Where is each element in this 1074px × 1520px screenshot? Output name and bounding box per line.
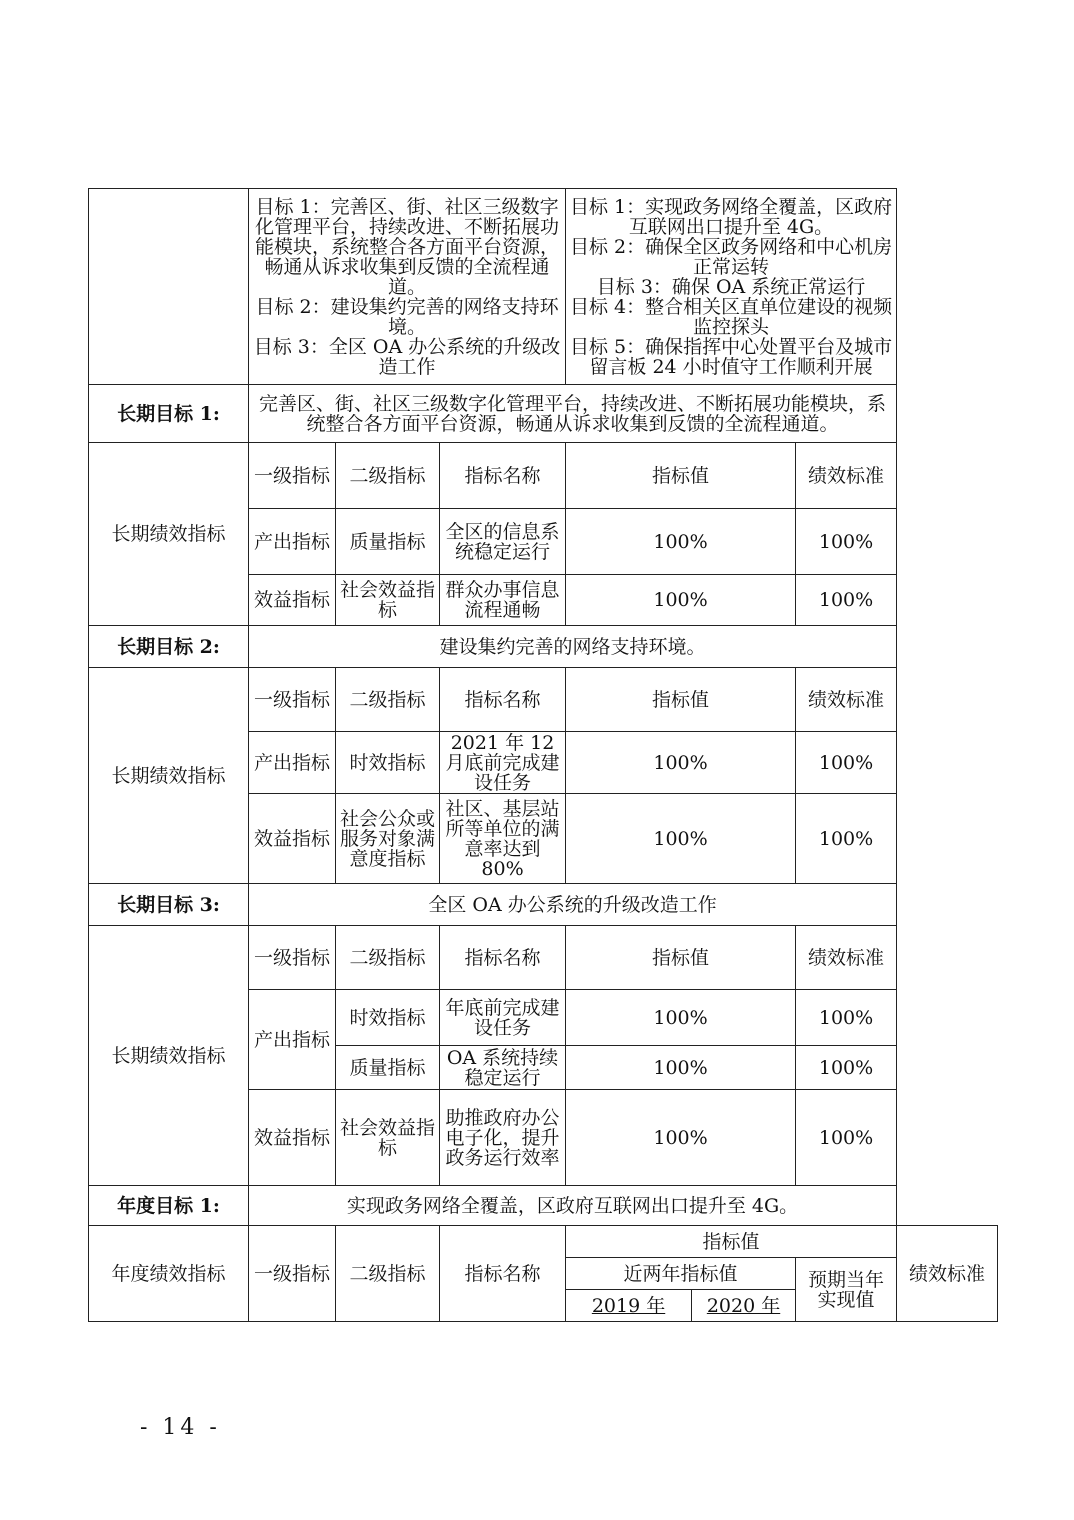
recent-two-years-header: 近两年指标值 [566,1258,796,1290]
level1-cell: 产出指标 [249,509,336,575]
level2-cell: 质量指标 [336,1046,440,1090]
header-level1: 一级指标 [249,926,336,990]
standard-cell: 100% [796,575,897,626]
level1-cell: 产出指标 [249,990,336,1090]
annual-objective-1: 目标 1：实现政务网络全覆盖，区政府互联网出口提升至 4G。 [569,195,893,238]
header-standard: 绩效标准 [796,926,897,990]
annual-objective-5: 目标 5：确保指挥中心处置平台及城市留言板 24 小时值守工作顺利开展 [569,335,893,378]
indicator-name-cell: 全区的信息系统稳定运行 [440,509,566,575]
header-level2: 二级指标 [336,668,440,732]
goal-label: 长期目标 3: [89,884,249,926]
level2-cell: 社会公众或服务对象满意度指标 [336,794,440,884]
header-level2: 二级指标 [336,443,440,509]
goal-text: 全区 OA 办公系统的升级改造工作 [249,884,897,926]
annual-goal-text: 实现政务网络全覆盖，区政府互联网出口提升至 4G。 [249,1186,897,1226]
header-level2: 二级指标 [336,1226,440,1322]
long-term-indicator-label: 长期绩效指标 [89,668,249,884]
header-level1: 一级指标 [249,443,336,509]
objectives-row [89,189,998,385]
standard-cell: 100% [796,1090,897,1186]
header-standard: 绩效标准 [796,443,897,509]
annual-goal-label: 年度目标 1: [89,1186,249,1226]
header-level1: 一级指标 [249,668,336,732]
level2-cell: 社会效益指标 [336,1090,440,1186]
goal-text: 建设集约完善的网络支持环境。 [249,626,897,668]
header-value: 指标值 [566,1226,897,1258]
header-standard: 绩效标准 [897,1226,998,1322]
header-value: 指标值 [566,443,796,509]
annual-objective-2: 目标 2：确保全区政务网络和中心机房正常运转 [569,235,893,278]
indicator-header-row [89,926,998,990]
level2-cell: 社会效益指标 [336,575,440,626]
page-number: - 14 - [140,1415,221,1440]
indicator-name-cell: 群众办事信息流程通畅 [440,575,566,626]
standard-cell: 100% [796,794,897,884]
standard-cell: 100% [796,509,897,575]
performance-table [88,188,998,1322]
indicator-name-cell: 2021 年 12 月底前完成建设任务 [440,732,566,794]
indicator-header-row [89,443,998,509]
long-term-indicator-label: 长期绩效指标 [89,926,249,1186]
indicator-value-cell: 100% [566,990,796,1046]
annual-objectives-cell [566,189,897,385]
header-name: 指标名称 [440,1226,566,1322]
year-2020-header: 2020 年 [692,1290,796,1322]
indicator-name-cell: 年底前完成建设任务 [440,990,566,1046]
indicator-value-cell: 100% [566,732,796,794]
long-term-objective-2: 目标 2：建设集约完善的网络支持环境。 [255,295,559,338]
header-value: 指标值 [566,668,796,732]
annual-header-row [89,1226,998,1258]
level1-cell: 产出指标 [249,732,336,794]
annual-indicator-label: 年度绩效指标 [89,1226,249,1322]
indicator-name-cell: OA 系统持续稳定运行 [440,1046,566,1090]
header-name: 指标名称 [440,926,566,990]
long-term-objectives-cell [249,189,566,385]
indicator-value-cell: 100% [566,1046,796,1090]
standard-cell: 100% [796,732,897,794]
year-2019-header: 2019 年 [566,1290,692,1322]
long-term-objective-3: 目标 3：全区 OA 办公系统的升级改造工作 [253,335,561,378]
long-term-indicator-label: 长期绩效指标 [89,443,249,626]
goal-row [89,626,998,668]
indicator-name-cell: 助推政府办公电子化，提升政务运行效率 [440,1090,566,1186]
goal-label: 长期目标 2: [89,626,249,668]
annual-goal-row [89,1186,998,1226]
header-standard: 绩效标准 [796,668,897,732]
level2-cell: 时效指标 [336,990,440,1046]
header-name: 指标名称 [440,668,566,732]
header-value: 指标值 [566,926,796,990]
indicator-value-cell: 100% [566,794,796,884]
annual-objective-3: 目标 3：确保 OA 系统正常运行 [596,275,866,298]
long-term-objective-1: 目标 1：完善区、街、社区三级数字化管理平台，持续改进、不断拓展功能模块，系统整合各方面平台资源，畅通从诉求收集到反馈的全流程通道。 [255,195,560,298]
level2-cell: 质量指标 [336,509,440,575]
indicator-name-cell: 社区、基层站所等单位的满意率达到 80% [440,794,566,884]
header-level2: 二级指标 [336,926,440,990]
indicator-value-cell: 100% [566,509,796,575]
goal-label: 长期目标 1: [89,385,249,443]
standard-cell: 100% [796,1046,897,1090]
goal-row [89,884,998,926]
goal-text: 完善区、街、社区三级数字化管理平台，持续改进、不断拓展功能模块，系统整合各方面平台资源，畅通从诉求收集到反馈的全流程通道。 [249,385,897,443]
objectives-blank-cell [89,189,249,385]
header-name: 指标名称 [440,443,566,509]
indicator-header-row [89,668,998,732]
level2-cell: 时效指标 [336,732,440,794]
indicator-value-cell: 100% [566,575,796,626]
expected-value-header: 预期当年实现值 [796,1258,897,1322]
goal-row [89,385,998,443]
standard-cell: 100% [796,990,897,1046]
level1-cell: 效益指标 [249,794,336,884]
level1-cell: 效益指标 [249,575,336,626]
header-level1: 一级指标 [249,1226,336,1322]
annual-objective-4: 目标 4：整合相关区直单位建设的视频监控探头 [569,295,893,338]
indicator-value-cell: 100% [566,1090,796,1186]
level1-cell: 效益指标 [249,1090,336,1186]
